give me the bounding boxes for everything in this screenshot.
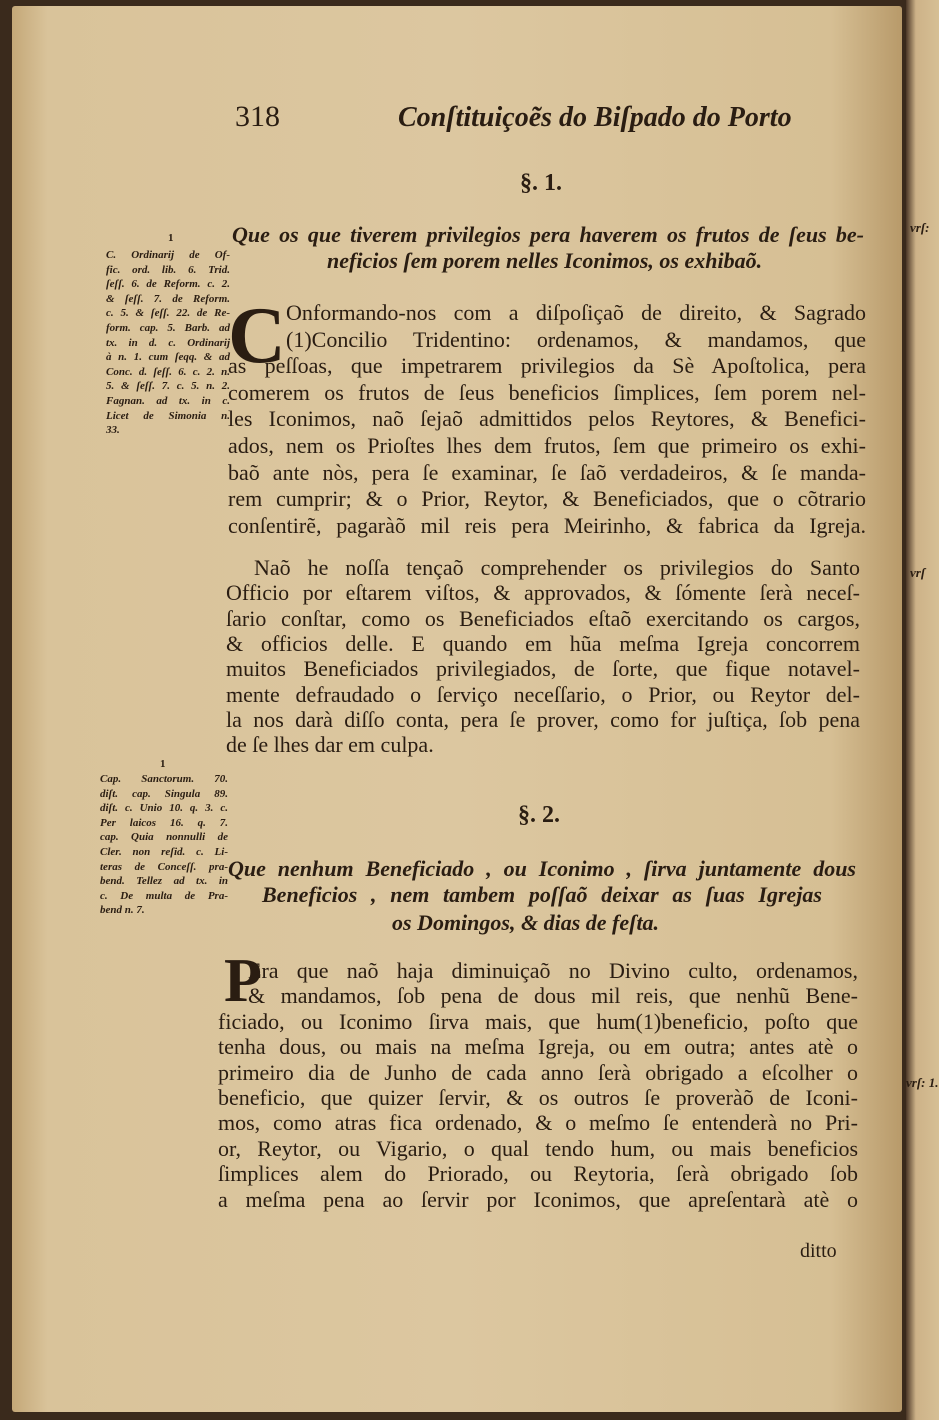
section-1-heading-line: neficios ſem porem nelles Iconimos, os exhibaõ. [327, 248, 763, 273]
paragraph-line: muitos Beneficiados privilegiados, de ſorte, que fique notavel- [226, 656, 860, 682]
margin-note-line: Fagnan. ad tx. in c. [106, 395, 230, 407]
paragraph-line: beneficio, que quizer ſervir, & os outros ſe proveràõ de Iconi- [218, 1085, 858, 1110]
margin-note-line: teras de Conceſſ. pra- [100, 860, 228, 873]
note-number: 1 [160, 758, 166, 770]
section-1-heading-line: Que os que tiverem privilegios pera haverem os frutos de ſeus be- [232, 222, 864, 247]
section-2-heading-line: Que nenhum Beneficiado , ou Iconimo , ſirva juntamente dous [228, 856, 856, 881]
margin-note-line: c. 5. & ſeſſ. 22. de Re- [106, 307, 230, 320]
margin-note-line: diſt. c. Unio 10. q. 3. c. [100, 802, 228, 815]
note-number: 1 [168, 232, 174, 244]
paragraph-line: Officio por eſtarem viſtos, & approvados, & ſómente ſerà neceſ- [226, 580, 860, 606]
margin-note-line: Cap. Sanctorum. 70. [100, 773, 228, 785]
paragraph-line: rem cumprir; & o Prior, Reytor, & Beneficiados, que o cõtrario [228, 486, 866, 512]
page-number: 318 [235, 100, 280, 133]
margin-note-line: Cler. non reſid. c. Li- [100, 846, 228, 858]
margin-note-line: ſeſſ. 6. de Reform. c. 2. [106, 278, 230, 291]
margin-note-line: form. cap. 5. Barb. ad [106, 322, 230, 334]
running-title: Conſtituiçoẽs do Biſpado do Porto [398, 102, 792, 133]
margin-note-line: Per laicos 16. q. 7. [100, 816, 228, 829]
paragraph-line: ſario conſtar, como os Beneficiados eſtaõ exercitando os cargos, [226, 605, 860, 631]
margin-note-line: 33. [106, 424, 120, 437]
paragraph-line: (1)Concilio Tridentino: ordenamos, & mandamos, que [286, 326, 866, 352]
paragraph-line: primeiro dia de Junho de cada anno ſerà obrigado a eſcolher o [218, 1059, 858, 1085]
margin-note-line: C. Ordinarij de Of- [106, 249, 230, 261]
section-2-heading-line: Beneficios , nem tambem poſſaõ deixar as ſuas Igrejas [262, 882, 822, 907]
section-1-mark: §. 1. [520, 170, 562, 196]
margin-note-line: bend. Tellez ad tx. in [100, 875, 228, 888]
paragraph-line: ſimplices alem do Priorado, ou Reytoria, ſerà obrigado ſob [218, 1161, 858, 1187]
paragraph-line: Onformando-nos com a diſpoſiçaõ de direito, & Sagrado [286, 300, 866, 325]
paragraph-line: conſentirẽ, pagaràõ mil reis pera Meirinho, & fabrica da Igreja. [228, 512, 866, 538]
catchword: ditto [800, 1240, 837, 1262]
paragraph-line: tenha dous, ou mais na meſma Igreja, ou em outra; antes atè o [218, 1034, 858, 1060]
margin-note-line: Licet de Simonia n. [106, 409, 230, 422]
drop-cap: P [224, 947, 262, 1015]
margin-note-line: tx. in d. c. Ordinarij [106, 336, 230, 349]
paragraph-line: as peſſoas, que impetrarem privilegios da Sè Apoſtolica, pera [228, 353, 866, 379]
paragraph-line: baõ ante nòs, pera ſe examinar, ſe ſaõ verdadeiros, & ſe manda- [228, 459, 866, 485]
paragraph-line: comerem os frutos de ſeus beneficios ſimplices, ſem porem nel- [228, 379, 866, 405]
margin-note-line: & ſeſſ. 7. de Reform. [106, 292, 230, 305]
drop-cap: C [228, 292, 286, 380]
paragraph-line: ficiado, ou Iconimo ſirva mais, que hum(1)beneficio, poſto que [218, 1008, 858, 1034]
margin-note-line: cap. Quia nonnulli de [100, 831, 228, 844]
paragraph-line: mente defraudado o ſerviço neceſſario, o Prior, ou Reytor del- [226, 681, 860, 707]
margin-note-line: fic. ord. lib. 6. Trid. [106, 263, 230, 276]
margin-note-line: diſt. cap. Singula 89. [100, 787, 228, 800]
margin-note-line: Conc. d. ſeſſ. 6. c. 2. n. [106, 365, 230, 378]
facing-page-fragment: vrſ: [910, 220, 930, 235]
paragraph-line: la nos darà diſſo conta, pera ſe prover, como for juſtiça, ſob pena [226, 706, 860, 732]
facing-page-fragment: vrſ: 1. [906, 1075, 939, 1090]
section-2-heading-line: os Domingos, & dias de feſta. [392, 910, 660, 935]
paragraph-line: or, Reytor, ou Vigario, o qual tendo hum, ou mais beneficios [218, 1135, 858, 1161]
section-2-mark: §. 2. [518, 802, 560, 828]
paragraph-line: & officios delle. E quando em hũa meſma Igreja concorrem [226, 630, 860, 656]
margin-note-line: bend n. 7. [100, 904, 145, 917]
paragraph-line: a meſma pena ao ſervir por Iconimos, que apreſentarà atè o [218, 1186, 858, 1212]
paragraph-line: mos, como atras fica ordenado, & o meſmo ſe entenderà no Pri- [218, 1110, 858, 1136]
facing-page-fragment: vrſ [910, 565, 926, 580]
paragraph-line: ados, nem os Prioſtes lhes dem frutos, ſem que primeiro os exhi- [228, 433, 866, 458]
paragraph-line: Naõ he noſſa tençaõ comprehender os privilegios do Santo [254, 555, 860, 580]
paragraph-line: les Iconimos, naõ ſejaõ admittidos pelos Reytores, & Benefici- [228, 406, 866, 432]
paragraph-line: de ſe lhes dar em culpa. [226, 732, 434, 758]
margin-note-line: 5. & ſeſſ. 7. c. 5. n. 2. [106, 380, 230, 393]
margin-note-line: à n. 1. cum ſeqq. & ad [106, 351, 230, 364]
margin-note-line: c. De multa de Pra- [100, 889, 228, 902]
paragraph-line: Era que naõ haja diminuiçaõ no Divino culto, ordenamos, [248, 958, 858, 983]
facing-page-edge [906, 0, 939, 1420]
paragraph-line: & mandamos, ſob pena de dous mil reis, que nenhũ Bene- [248, 983, 858, 1009]
